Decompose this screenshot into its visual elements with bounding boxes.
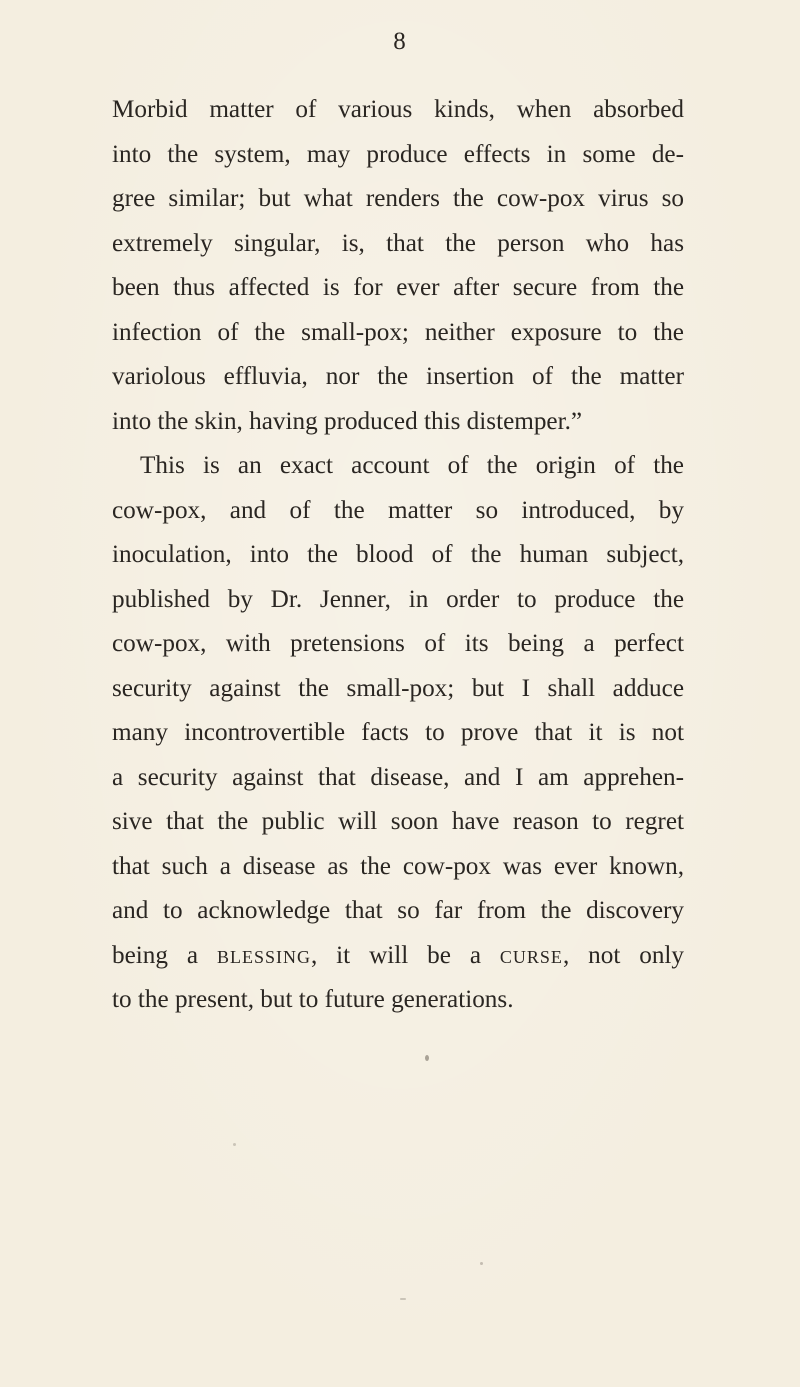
paper-speck xyxy=(480,1262,483,1265)
text-line: to the present, but to future generations. xyxy=(112,986,514,1013)
text-run: , not only xyxy=(562,941,685,969)
text-line: that such a disease as the cow-pox was ever known, xyxy=(112,852,684,880)
text-line: sive that the public will soon have reason to regret xyxy=(112,808,684,835)
text-run: being a xyxy=(112,941,217,969)
text-run: , it will be a xyxy=(310,941,500,969)
text-line: inoculation, into the blood of the human subject, xyxy=(112,541,684,568)
page-number: 8 xyxy=(393,28,407,55)
text-line: been thus affected is for ever after secure from the xyxy=(112,274,684,301)
paper-speck xyxy=(233,1143,236,1146)
text-line: cow-pox, with pretensions of its being a perfect xyxy=(112,630,684,657)
text-line: published by Dr. Jenner, in order to produce the xyxy=(112,585,684,613)
text-line: and to acknowledge that so far from the discovery xyxy=(112,897,684,924)
text-line: cow-pox, and of the matter so introduced, by xyxy=(112,496,684,524)
text-line: This is an exact account of the origin of the xyxy=(140,452,684,479)
paper-speck xyxy=(425,1055,429,1061)
text-line: extremely singular, is, that the person who has xyxy=(112,229,684,257)
text-line xyxy=(112,934,684,979)
paper-speck xyxy=(400,1298,406,1300)
text-line: gree similar; but what renders the cow-pox virus so xyxy=(112,185,684,212)
curse-word: curse xyxy=(499,941,563,969)
body-text xyxy=(112,88,684,1023)
text-line: security against the small-pox; but I shall adduce xyxy=(112,674,684,702)
text-line: Morbid matter of various kinds, when absorbed xyxy=(112,96,684,123)
text-line: variolous effluvia, nor the insertion of the matter xyxy=(112,363,684,390)
text-line: infection of the small-pox; neither exposure to the xyxy=(112,318,684,346)
text-line: many incontrovertible facts to prove that it is not xyxy=(112,719,684,746)
text-line: into the skin, having produced this distemper.” xyxy=(112,407,583,435)
text-line: a security against that disease, and I am apprehen- xyxy=(112,763,684,791)
blessing-word: blessing xyxy=(216,941,311,969)
text-line: into the system, may produce effects in some de- xyxy=(112,140,684,168)
